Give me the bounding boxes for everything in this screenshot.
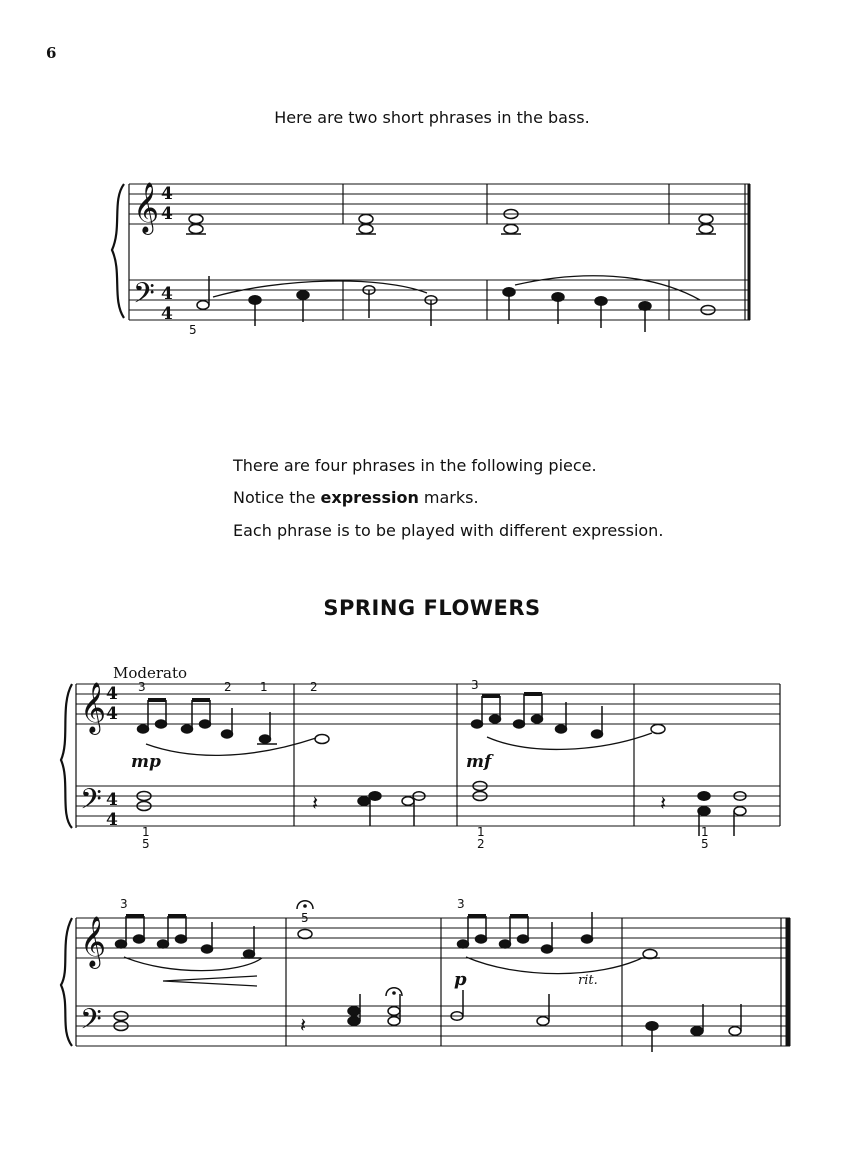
svg-text:5: 5 xyxy=(701,837,709,851)
bass-clef-icon: 𝄢 xyxy=(80,1003,102,1043)
fingering: 2 xyxy=(224,680,232,694)
svg-text:4: 4 xyxy=(161,184,173,204)
piece-title: SPRING FLOWERS xyxy=(323,596,541,620)
quarter-rest-icon: 𝄽 xyxy=(300,1013,307,1037)
paragraph-line-2-start: Notice the xyxy=(233,488,321,507)
quarter-rest-icon: 𝄽 xyxy=(312,791,319,815)
fingering: 1 xyxy=(260,680,268,694)
fingering: 3 xyxy=(120,897,128,911)
dynamic-p: p xyxy=(454,969,467,990)
ritardando-marking: rit. xyxy=(578,973,598,988)
svg-text:1: 1 xyxy=(701,825,709,839)
svg-text:1: 1 xyxy=(477,825,485,839)
svg-text:2: 2 xyxy=(477,837,485,851)
svg-text:1: 1 xyxy=(142,825,150,839)
svg-text:4: 4 xyxy=(161,204,173,224)
dynamic-mf: mf xyxy=(466,752,492,772)
piece-system-2 xyxy=(61,897,790,1052)
quarter-rest-icon: 𝄽 xyxy=(660,791,667,815)
svg-text:5: 5 xyxy=(142,837,150,851)
fingering: 5 xyxy=(301,911,309,925)
treble-clef-icon: 𝄞 xyxy=(133,182,160,233)
piece-system-1 xyxy=(61,678,780,851)
svg-text:4: 4 xyxy=(106,790,118,810)
example-system xyxy=(112,182,750,337)
fingering: 3 xyxy=(471,678,479,692)
fingering: 5 xyxy=(189,323,197,337)
bass-clef-icon: 𝄢 xyxy=(133,277,155,317)
intro-text: Here are two short phrases in the bass. xyxy=(274,108,590,127)
paragraph-line-1: There are four phrases in the following piece. xyxy=(233,456,597,475)
fingering: 2 xyxy=(310,680,318,694)
svg-text:4: 4 xyxy=(106,704,118,724)
page-number: 6 xyxy=(46,44,57,62)
treble-clef-icon: 𝄞 xyxy=(80,916,107,967)
paragraph-line-3: Each phrase is to be played with different expression. xyxy=(233,521,664,540)
fingering: 3 xyxy=(138,680,146,694)
svg-text:4: 4 xyxy=(106,810,118,830)
svg-text:4: 4 xyxy=(161,284,173,304)
svg-text:4: 4 xyxy=(161,304,173,324)
paragraph-line-2-end: marks. xyxy=(418,488,479,507)
dynamic-mp: mp xyxy=(131,752,161,772)
svg-text:4: 4 xyxy=(106,684,118,704)
expression-word: expression xyxy=(320,488,419,507)
tempo-marking: Moderato xyxy=(113,664,188,682)
bass-clef-icon: 𝄢 xyxy=(80,783,102,823)
treble-clef-icon: 𝄞 xyxy=(80,682,107,733)
fingering: 3 xyxy=(457,897,465,911)
